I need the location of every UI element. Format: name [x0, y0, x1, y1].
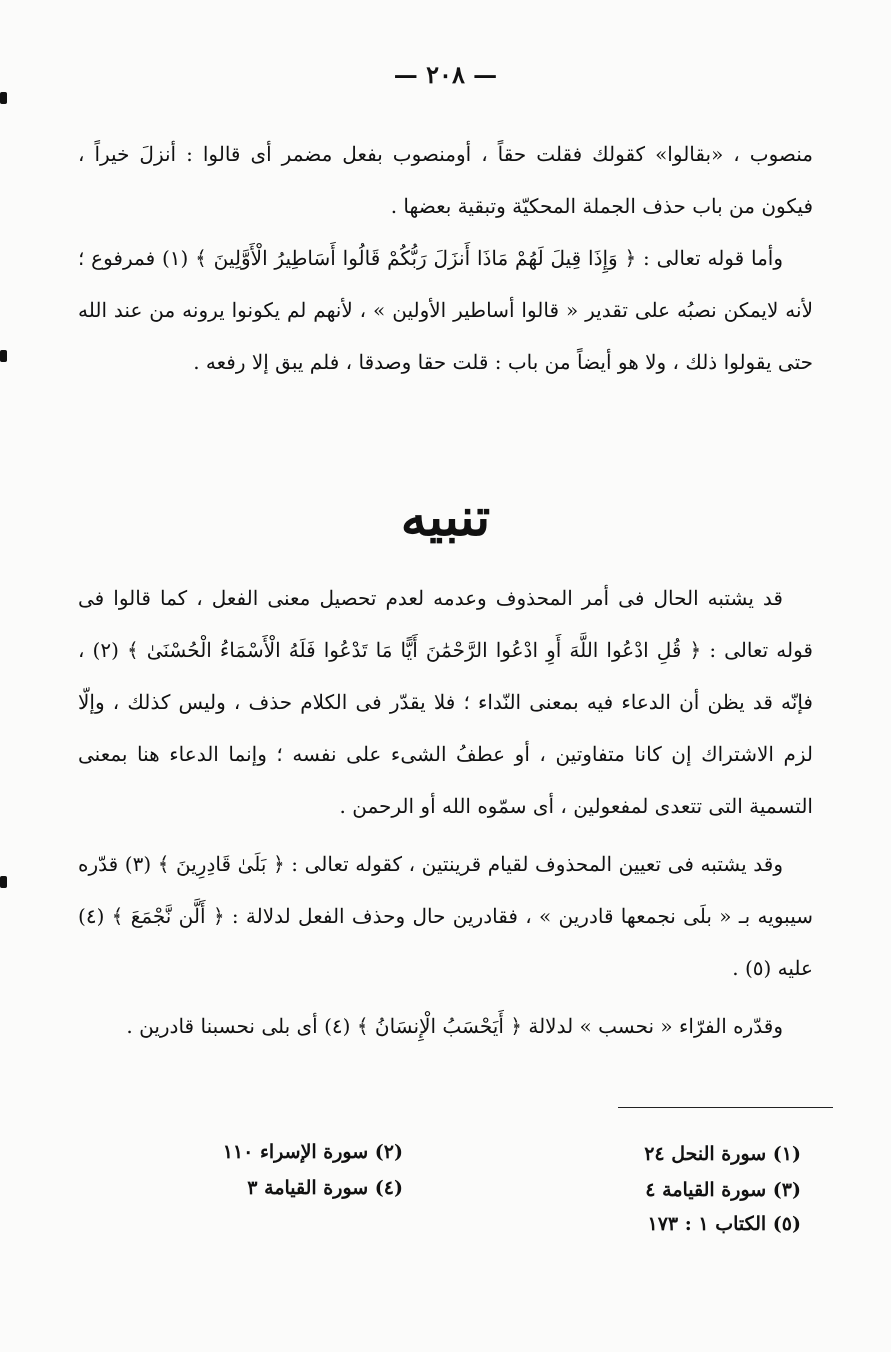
paragraph-ambiguity: قد يشتبه الحال فى أمر المحذوف وعدمه لعدم تحصيل معنى الفعل ، كما قالوا فى قوله تعالى : ﴿ قُلِ ادْعُوا اللَّهَ أَوِ ادْعُوا الرَّحْمَٰنَ أَيًّا مَا تَدْعُوا فَلَهُ الْأَسْمَاءُ الْحُسْنَىٰ ﴾ (٢) ، فإنّه قد يظن أن الدعاء فيه بمعنى النّداء ؛ فلا يقدّر فى الكلام حذف ، وليس كذلك ، وإلّا لزم الاشتراك إن كانا متفاوتين ، أو عطفُ الشىء على نفسه ؛ وإنما الدعاء هنا بمعنى التسمية التى تتعدى لمفعولين ، أى سمّوه الله أو الرحمن .: [78, 586, 813, 818]
footnote-5: (٥) الكتاب ١ : ١٧٣: [647, 1213, 801, 1235]
paragraph-farra: وقدّره الفرّاء « نحسب » لدلالة ﴿ أَيَحْسَبُ الْإِنسَانُ ﴾ (٤) أى بلى نحسبنا قادرين .: [126, 1014, 783, 1038]
left-edge-mark-3: [0, 876, 7, 888]
left-edge-mark-2: [0, 350, 7, 362]
footnote-separator: [618, 1107, 833, 1108]
page-number: — ٢٠٨ —: [393, 60, 498, 89]
paragraph-continuation: منصوب ، «بقالوا» كقولك فقلت حقاً ، أومنصوب بفعل مضمر أى قالوا : أنزلَ خيراً ، فيكون من باب حذف الجملة المحكيّة وتبقية بعضها .: [78, 142, 813, 218]
left-edge-mark-1: [0, 92, 7, 104]
paragraph-quote-explanation: وأما قوله تعالى : ﴿ وَإِذَا قِيلَ لَهُمْ مَاذَا أَنزَلَ رَبُّكُمْ قَالُوا أَسَاطِيرُ الْأَوَّلِينَ ﴾ (١) فمرفوع ؛ لأنه لايمكن نصبُه على تقدير « قالوا أساطير الأولين » ، لأنهم لم يكونوا يرونه من عند الله حتى يقولوا ذلك ، ولا هو أيضاً من باب : قلت حقا وصدقا ، فلم يبق إلا رفعه .: [78, 246, 813, 374]
footnote-3: (٣) سورة القيامة ٤: [645, 1179, 801, 1201]
top-text-block: [78, 128, 813, 388]
paragraph-sibawayh: وقد يشتبه فى تعيين المحذوف لقيام قرينتين ، كقوله تعالى : ﴿ بَلَىٰ قَادِرِينَ ﴾ (٣) قدّره سيبويه بـ « بلَى نجمعها قادرين » ، فقادرين حال وحذف الفعل لدلالة : ﴿ أَلَّن نَّجْمَعَ ﴾ (٤) عليه (٥) .: [78, 852, 813, 980]
footnote-1: (١) سورة النحل ٢٤: [644, 1143, 801, 1165]
footnote-2: (٢) سورة الإسراء ١١٠: [222, 1141, 403, 1163]
section-heading: تنبيه: [400, 487, 491, 548]
footnote-4: (٤) سورة القيامة ٣: [247, 1177, 403, 1199]
bottom-text-block: [78, 572, 813, 1052]
